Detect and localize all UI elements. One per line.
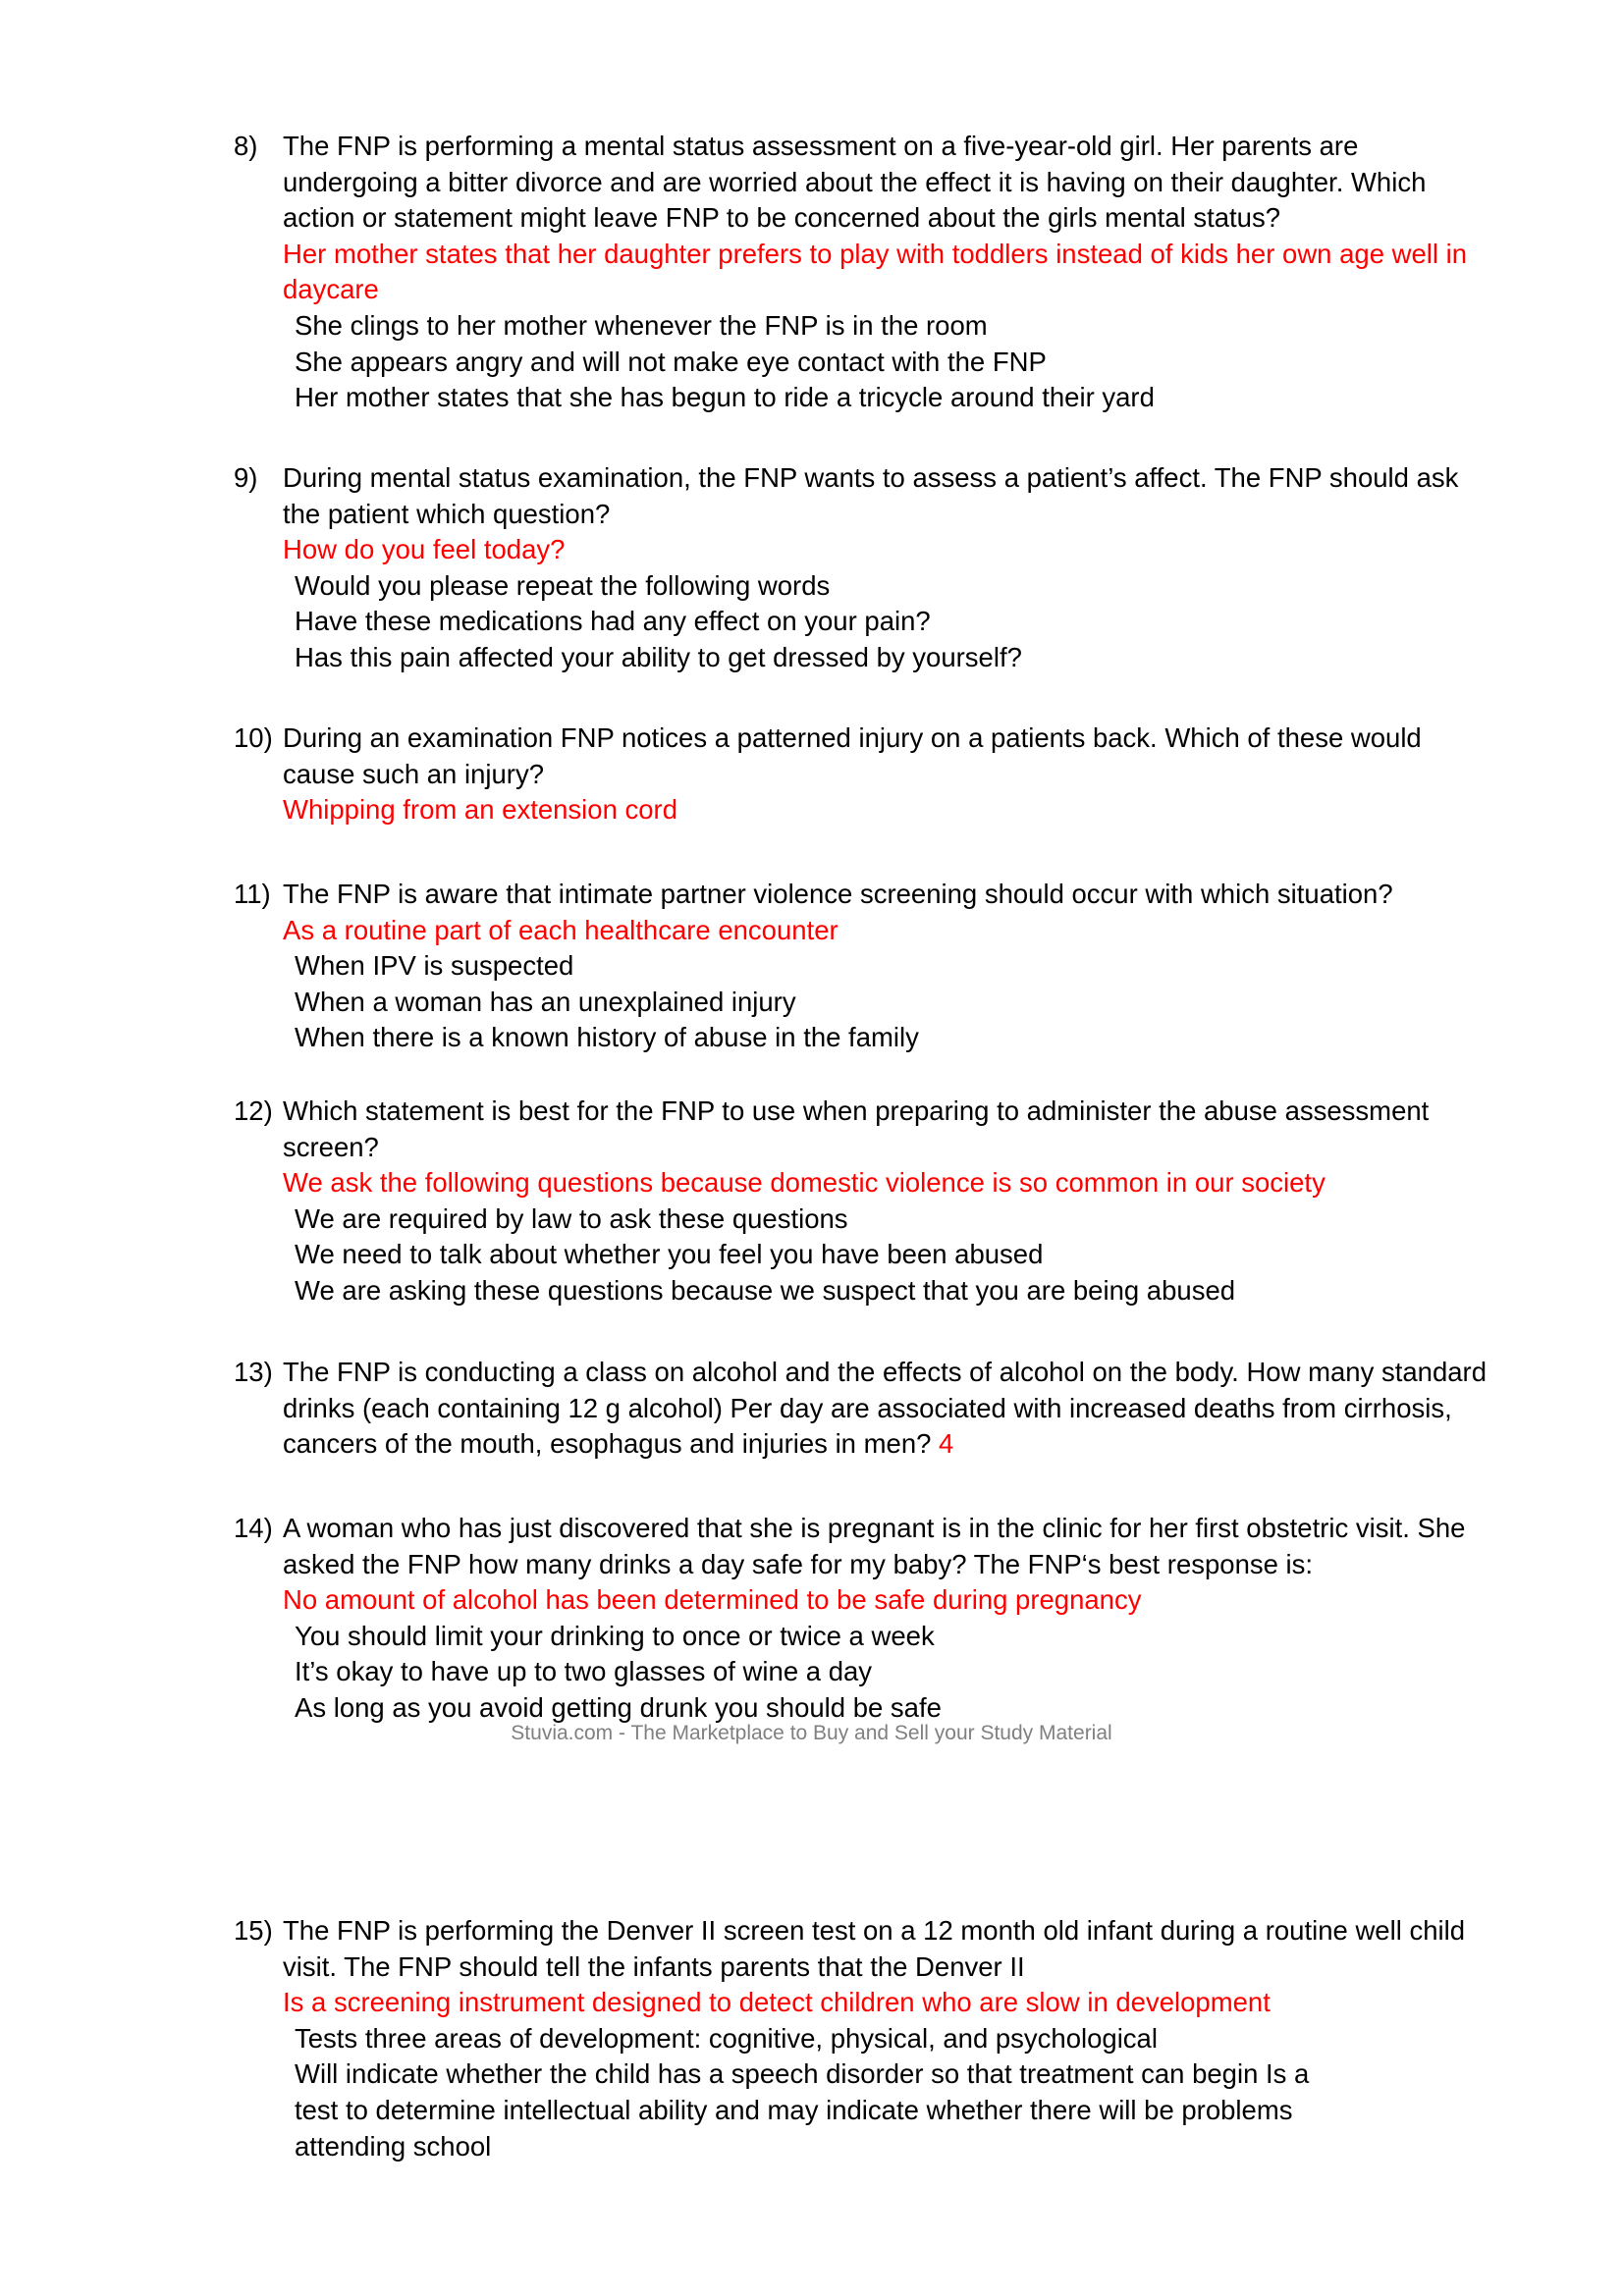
option: When there is a known history of abuse in the family — [295, 1022, 919, 1053]
footer-watermark: Stuvia.com - The Marketplace to Buy and Sell your Study Material — [511, 1722, 1112, 1744]
question-text: During an examination FNP notices a patterned injury on a patients back. Which of these would cause such an injury? — [283, 722, 1422, 789]
question-number: 14) — [234, 1513, 273, 1543]
question-number: 9) — [234, 462, 258, 493]
question-number: 10) — [234, 722, 273, 753]
option: Will indicate whether the child has a speech disorder so that treatment can begin Is a test to determine intellectual ability and may indicate whether there will be problems attending school — [295, 2058, 1310, 2162]
question-9 — [234, 460, 1500, 676]
option: You should limit your drinking to once or twice a week — [295, 1620, 935, 1651]
question-number: 13) — [234, 1357, 273, 1387]
question-number: 8) — [234, 131, 258, 161]
answer: 4 — [939, 1428, 954, 1460]
answer: We ask the following questions because domestic violence is so common in our society — [283, 1167, 1325, 1199]
question-text-body: The FNP is conducting a class on alcohol and the effects of alcohol on the body. How many standard drinks (each containing 12 g alcohol) Per day are associated with increased deaths from cirrhosis, cancers of the mouth, esophagus and injuries in men? — [283, 1357, 1488, 1460]
option: As long as you avoid getting drunk you should be safe — [295, 1691, 942, 1723]
option: Tests three areas of development: cognitive, physical, and psychological — [295, 2022, 1158, 2054]
question-text: The FNP is performing a mental status assessment on a five-year-old girl. Her parents are undergoing a bitter divorce and are worried about the effect it is having on their daughter. Which action or statement might leave FNP to be concerned about the girls mental status? — [283, 131, 1427, 234]
question-12 — [234, 1094, 1500, 1309]
option: We need to talk about whether you feel you have been abused — [295, 1239, 1044, 1270]
answer: How do you feel today? — [283, 534, 566, 565]
answer: Her mother states that her daughter prefers to play with toddlers instead of kids her own age well in daycare — [283, 238, 1468, 305]
question-text: During mental status examination, the FNP wants to assess a patient’s affect. The FNP should ask the patient which question? — [283, 462, 1459, 529]
answer: As a routine part of each healthcare encounter — [283, 914, 839, 945]
question-14 — [234, 1511, 1500, 1727]
question-13 — [234, 1355, 1500, 1463]
option: It’s okay to have up to two glasses of wine a day — [295, 1656, 873, 1687]
option: Has this pain affected your ability to get dressed by yourself? — [295, 641, 1022, 672]
answer: Whipping from an extension cord — [283, 794, 678, 826]
answer: Is a screening instrument designed to detect children who are slow in development — [283, 1987, 1271, 2018]
question-text: Which statement is best for the FNP to use when preparing to administer the abuse assessment screen? — [283, 1095, 1430, 1162]
question-number: 15) — [234, 1915, 273, 1946]
option: Have these medications had any effect on your pain? — [295, 606, 931, 637]
question-10 — [234, 721, 1500, 828]
question-text: A woman who has just discovered that she is pregnant is in the clinic for her first obstetric visit. She asked the FNP how many drinks a day safe for my baby? The FNP‘s best response is: — [283, 1513, 1466, 1579]
question-8 — [234, 129, 1500, 416]
option: Her mother states that she has begun to ride a tricycle around their yard — [295, 382, 1155, 413]
answer: No amount of alcohol has been determined to be safe during pregnancy — [283, 1584, 1142, 1616]
question-text — [283, 1355, 1500, 1463]
question-11 — [234, 877, 1500, 1056]
question-number: 11) — [234, 879, 271, 909]
question-text: The FNP is performing the Denver II screen test on a 12 month old infant during a routine well child visit. The FNP should tell the infants parents that the Denver II — [283, 1915, 1466, 1982]
question-text: The FNP is aware that intimate partner violence screening should occur with which situation? — [283, 879, 1393, 909]
option: We are asking these questions because we suspect that you are being abused — [295, 1274, 1236, 1306]
option: Would you please repeat the following words — [295, 569, 831, 601]
option: She clings to her mother whenever the FNP is in the room — [295, 309, 988, 341]
question-number: 12) — [234, 1095, 273, 1126]
option: When IPV is suspected — [295, 950, 574, 982]
option: When a woman has an unexplained injury — [295, 986, 796, 1017]
question-15 — [234, 1913, 1500, 2164]
option: She appears angry and will not make eye contact with the FNP — [295, 346, 1047, 377]
option: We are required by law to ask these questions — [295, 1202, 848, 1234]
